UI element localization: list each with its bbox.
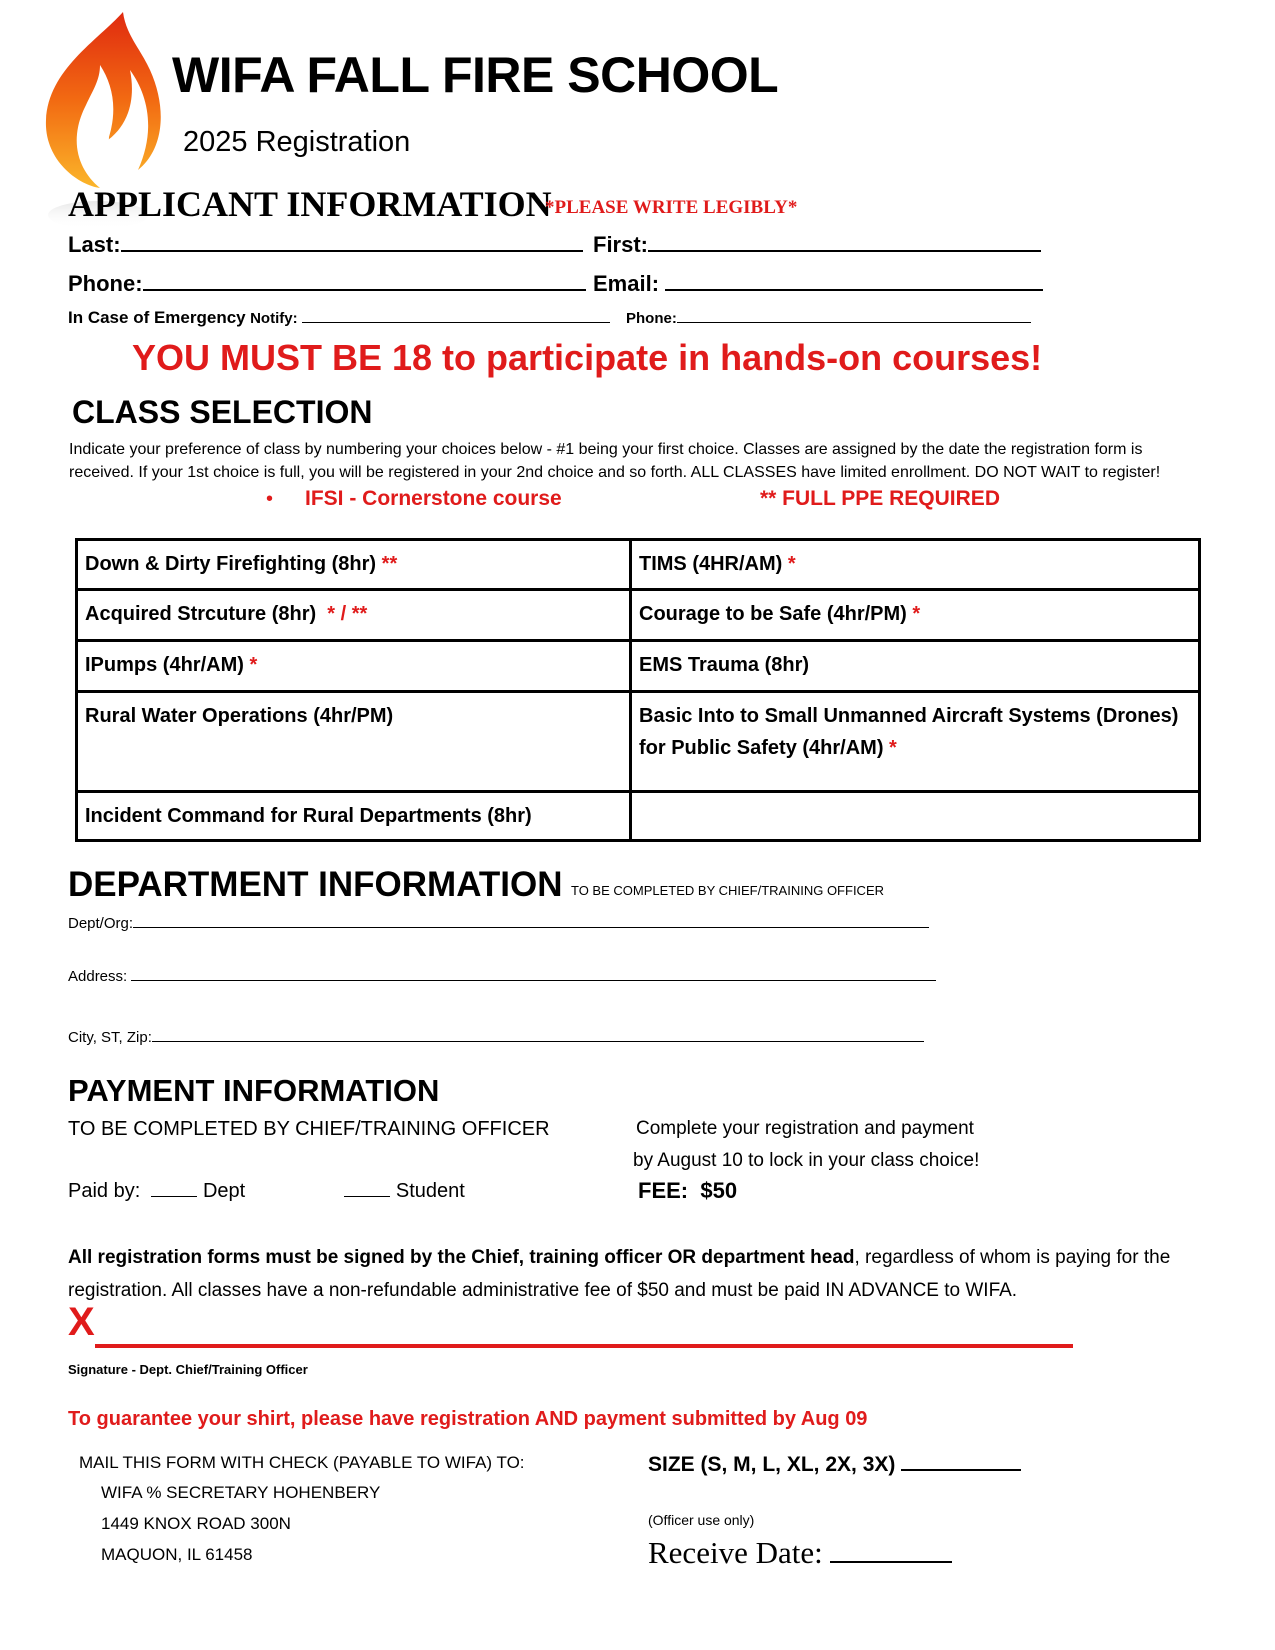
- last-name-label: Last:: [68, 232, 121, 257]
- class-marker: *: [249, 654, 258, 676]
- signature-notice: [68, 1241, 1208, 1307]
- class-marker: *: [912, 603, 921, 625]
- address-field[interactable]: [131, 980, 936, 981]
- legend-full-ppe: ** FULL PPE REQUIRED: [760, 487, 1000, 510]
- phone-row: [68, 271, 586, 297]
- dept-org-field[interactable]: [133, 927, 929, 928]
- class-row: [77, 792, 1200, 841]
- legend-ifsi: IFSI - Cornerstone course: [305, 487, 562, 510]
- form-subtitle: 2025 Registration: [183, 126, 411, 158]
- shirt-size-field[interactable]: [901, 1469, 1021, 1471]
- applicant-heading: APPLICANT INFORMATION: [68, 184, 552, 224]
- class-marker: *: [787, 553, 796, 575]
- payment-deadline-note: by August 10 to lock in your class choice!: [633, 1150, 980, 1171]
- address-label: Address:: [68, 968, 128, 985]
- class-label: Down & Dirty Firefighting (8hr): [85, 553, 377, 575]
- emergency-row: [68, 308, 610, 328]
- email-field[interactable]: [665, 289, 1043, 291]
- emergency-phone-row: [626, 310, 1031, 328]
- notify-label: Notify:: [250, 310, 298, 327]
- dept-org-label: Dept/Org:: [68, 915, 134, 932]
- class-row: [77, 641, 1200, 692]
- class-label: Acquired Strcuture (8hr): [85, 603, 317, 625]
- officer-use-note: (Officer use only): [648, 1512, 755, 1528]
- class-label: EMS Trauma (8hr): [639, 654, 810, 676]
- fee-value: $50: [700, 1178, 738, 1203]
- emergency-phone-field[interactable]: [677, 322, 1031, 323]
- signature-notice-bold: All registration forms must be signed by the Chief, training officer OR department head: [68, 1247, 855, 1268]
- mail-address-line: 1449 KNOX ROAD 300N: [101, 1514, 291, 1533]
- form-title: WIFA FALL FIRE SCHOOL: [172, 47, 779, 103]
- first-name-row: [593, 232, 1041, 258]
- class-label: Basic Into to Small Unmanned Aircraft Systems (Drones) for Public Safety (4hr/AM): [639, 705, 1179, 759]
- city-row: [68, 1029, 924, 1046]
- legibly-note: *PLEASE WRITE LEGIBLY*: [545, 197, 798, 218]
- department-heading: DEPARTMENT INFORMATION: [68, 865, 563, 904]
- department-note: TO BE COMPLETED BY CHIEF/TRAINING OFFICER: [571, 883, 885, 898]
- class-label: IPumps (4hr/AM): [85, 654, 244, 676]
- last-name-row: [68, 232, 583, 258]
- shirt-size-label: SIZE (S, M, L, XL, 2X, 3X): [648, 1453, 896, 1476]
- class-cell[interactable]: [77, 641, 631, 692]
- class-cell[interactable]: [77, 792, 631, 841]
- class-cell[interactable]: [77, 692, 631, 792]
- class-marker: **: [381, 553, 398, 575]
- paid-by-row: [68, 1180, 465, 1203]
- payment-heading: PAYMENT INFORMATION: [68, 1073, 440, 1108]
- class-label: Courage to be Safe (4hr/PM): [639, 603, 907, 625]
- dept-org-row: [68, 915, 929, 932]
- class-cell[interactable]: [77, 590, 631, 641]
- class-label: Incident Command for Rural Departments (8hr): [85, 805, 532, 827]
- legend-bullet: •: [266, 488, 274, 510]
- paid-by-dept-field[interactable]: [151, 1196, 197, 1197]
- class-marker: * / **: [327, 603, 368, 625]
- signature-line[interactable]: [95, 1344, 1073, 1348]
- class-instructions: Indicate your preference of class by numbering your choices below - #1 being your first choice. Classes are assigned by the date the registration form is received. If your 1st choice is full, you will be registered in your 2nd choice and so forth. ALL CLASSES have limited enrollment. DO NOT WAIT to register!: [69, 441, 1161, 481]
- class-label: TIMS (4HR/AM): [639, 553, 783, 575]
- fee-label: FEE:: [638, 1178, 689, 1203]
- class-row: [77, 590, 1200, 641]
- class-cell[interactable]: [77, 540, 631, 590]
- class-cell[interactable]: [631, 792, 1200, 841]
- address-row: [68, 968, 936, 985]
- emergency-label: In Case of Emergency: [68, 308, 246, 327]
- city-field[interactable]: [152, 1041, 924, 1042]
- paid-by-student-option: Student: [395, 1180, 465, 1202]
- last-name-field[interactable]: [121, 250, 583, 252]
- payment-note: TO BE COMPLETED BY CHIEF/TRAINING OFFICER: [68, 1118, 550, 1140]
- class-cell[interactable]: [631, 641, 1200, 692]
- class-row: [77, 692, 1200, 792]
- phone-field[interactable]: [143, 289, 586, 291]
- class-row: [77, 540, 1200, 590]
- emergency-phone-label: Phone:: [626, 310, 677, 327]
- email-label: Email:: [593, 271, 660, 296]
- class-label: Rural Water Operations (4hr/PM): [85, 705, 394, 727]
- shirt-notice: To guarantee your shirt, please have registration AND payment submitted by Aug 09: [68, 1408, 868, 1430]
- mail-heading: MAIL THIS FORM WITH CHECK (PAYABLE TO WIFA) TO:: [79, 1453, 525, 1472]
- signature-x-mark: X: [68, 1300, 95, 1344]
- emergency-notify-field[interactable]: [302, 322, 610, 323]
- paid-by-student-field[interactable]: [344, 1196, 390, 1197]
- class-cell[interactable]: [631, 590, 1200, 641]
- class-marker: *: [889, 737, 897, 759]
- signature-notice-rest: , regardless of whom is paying for the registration. All classes have a non-refundable administrative fee of $50 and must be paid IN ADVANCE to WIFA.: [68, 1247, 1171, 1301]
- class-selection-heading: CLASS SELECTION: [72, 394, 373, 430]
- class-cell[interactable]: [631, 692, 1200, 792]
- city-label: City, ST, Zip:: [68, 1029, 152, 1046]
- class-cell[interactable]: [631, 540, 1200, 590]
- mail-address-line: MAQUON, IL 61458: [101, 1545, 253, 1564]
- email-row: [593, 271, 1043, 297]
- receive-date-field[interactable]: [830, 1561, 952, 1563]
- age-warning: YOU MUST BE 18 to participate in hands-on courses!: [132, 337, 1043, 378]
- payment-complete-note: Complete your registration and payment: [636, 1118, 974, 1139]
- class-table: [75, 538, 1201, 842]
- signature-label: Signature - Dept. Chief/Training Officer: [68, 1362, 308, 1377]
- paid-by-label: Paid by:: [68, 1180, 141, 1202]
- fee-row: [638, 1178, 737, 1204]
- phone-label: Phone:: [68, 271, 143, 296]
- mail-address-line: WIFA % SECRETARY HOHENBERY: [101, 1483, 381, 1502]
- receive-date-row: [648, 1535, 952, 1571]
- receive-date-label: Receive Date:: [648, 1535, 823, 1570]
- shirt-size-row: [648, 1453, 1021, 1477]
- first-name-field[interactable]: [648, 250, 1041, 252]
- first-name-label: First:: [593, 232, 648, 257]
- paid-by-dept-option: Dept: [202, 1180, 246, 1202]
